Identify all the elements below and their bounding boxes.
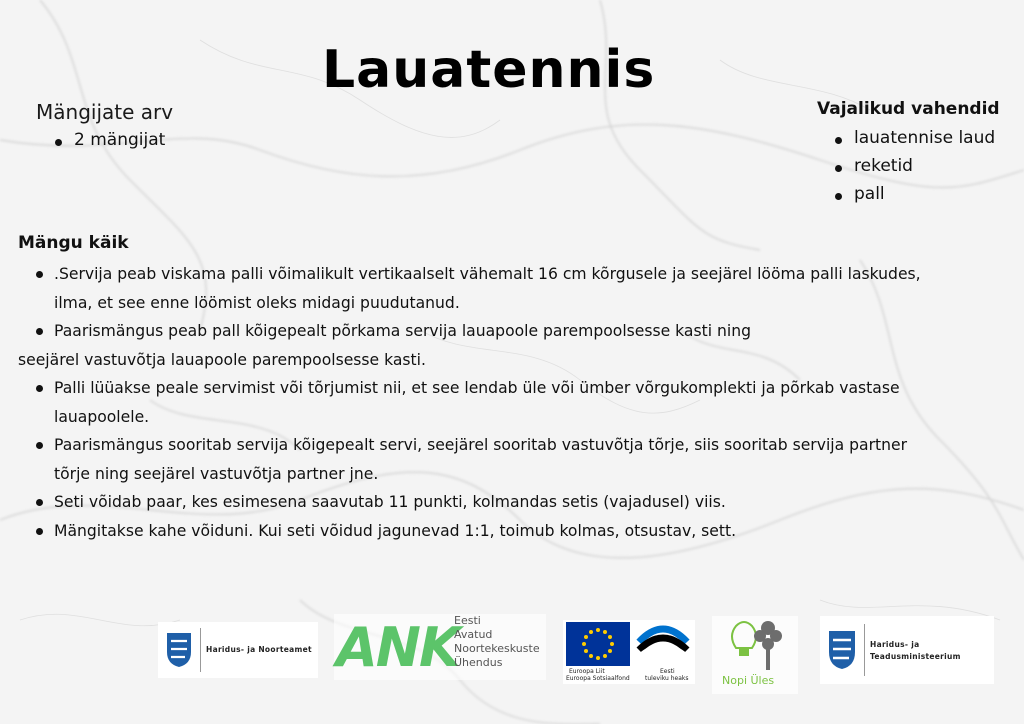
htm-text: Haridus- ja	[870, 640, 920, 649]
list-item: Palli lüüakse peale servimist või tõrjumist nii, et see lendab üle või ümber võrgukomplekti ja põrkab vastase	[34, 374, 1008, 403]
players-list	[52, 130, 165, 150]
ank-name-line: Ühendus	[454, 656, 503, 669]
list-item: Paarismängus sooritab servija kõigepealt servi, seejärel sooritab vastuvõtja tõrje, siis sooritab servija partner	[34, 431, 1008, 460]
list-item-continuation: tõrje ning seejärel vastuvõtja partner jne.	[54, 464, 379, 483]
ank-name-line: Noortekeskuste	[454, 642, 540, 655]
estonian-crest-icon	[166, 632, 192, 668]
players-heading: Mängijate arv	[36, 100, 174, 124]
eu-text: Euroopa Liit	[569, 668, 605, 675]
list-item: .Servija peab viskama palli võimalikult vertikaalselt vähemalt 16 cm kõrgusele ja seejärel lööma palli laskudes,	[34, 260, 1008, 289]
eu-flag-icon	[566, 622, 630, 666]
page-title: Lauatennis	[322, 40, 656, 100]
eesti-text: tuleviku heaks	[645, 675, 689, 682]
ank-logo	[334, 614, 546, 680]
eesti-text: Eesti	[660, 668, 675, 675]
list-item: Mängitakse kahe võiduni. Kui seti võidud jagunevad 1:1, toimub kolmas, otsustav, sett.	[34, 517, 1008, 546]
eu-social-fund-logo	[563, 620, 695, 684]
list-item: 2 mängijat	[52, 130, 165, 150]
ank-name-line: Eesti	[454, 614, 481, 627]
game-steps-list	[18, 260, 1008, 545]
nopi-text: Nopi Üles	[722, 674, 775, 687]
list-item: reketid	[832, 156, 995, 176]
list-item-continuation: ilma, et see enne löömist oleks midagi puudutanud.	[54, 293, 460, 312]
game-heading: Mängu käik	[18, 233, 129, 253]
htm-text: Teadusministeerium	[870, 652, 961, 661]
list-item-continuation: lauapoolele.	[54, 407, 150, 426]
tree-bulb-icon	[722, 618, 788, 674]
nopi-ules-logo	[712, 616, 798, 694]
list-item: pall	[832, 184, 995, 204]
tools-list	[832, 128, 995, 212]
ank-letters: ANK	[336, 616, 459, 679]
estonian-crest-icon	[828, 630, 856, 670]
estonia-flag-icon	[635, 622, 691, 666]
list-item: lauatennise laud	[832, 128, 995, 148]
list-item-continuation: seejärel vastuvõtja lauapoole parempoolsesse kasti.	[18, 350, 426, 369]
haridus-noorteamet-text: Haridus- ja Noorteamet	[206, 645, 312, 654]
list-item: Seti võidab paar, kes esimesena saavutab 11 punkti, kolmandas setis (vajadusel) viis.	[34, 488, 1008, 517]
ank-name-line: Avatud	[454, 628, 493, 641]
htm-logo	[820, 616, 994, 684]
list-item: Paarismängus peab pall kõigepealt põrkama servija lauapoole parempoolsesse kasti ning	[34, 317, 1008, 346]
haridus-noorteamet-logo	[158, 622, 318, 678]
tools-heading: Vajalikud vahendid	[817, 99, 1000, 119]
eu-text: Euroopa Sotsiaalfond	[566, 675, 630, 682]
